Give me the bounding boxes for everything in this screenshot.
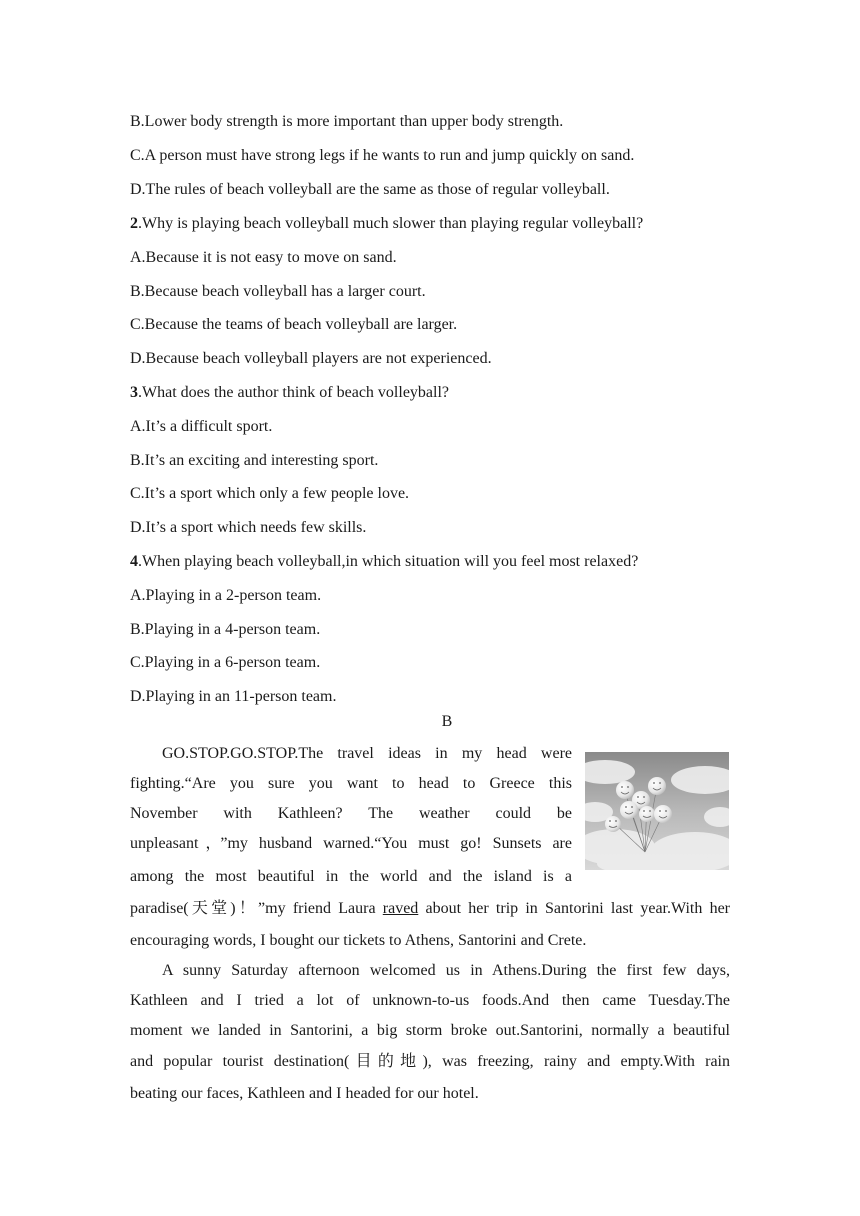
para1-line-7: encouraging words, I bought our tickets to Athens, Santorini and Crete. [130, 932, 587, 949]
para1-line-6-end: about her trip in Santorini last year.With her [418, 900, 730, 917]
q2-option-a: A.Because it is not easy to move on sand. [130, 249, 397, 266]
para2-line-2: Kathleen and I tried a lot of unknown-to-us foods.And then came Tuesday.The [130, 992, 730, 1009]
q4-option-a: A.Playing in a 2-person team. [130, 587, 322, 604]
q4-option-b: B.Playing in a 4-person team. [130, 621, 321, 638]
para2-line-3: moment we landed in Santorini, a big storm broke out.Santorini, normally a beautiful [130, 1022, 730, 1039]
q1-option-b: B.Lower body strength is more important than upper body strength. [130, 113, 564, 130]
q4-option-d: D.Playing in an 11-person team. [130, 688, 337, 705]
para2-line-5: beating our faces, Kathleen and I headed for our hotel. [130, 1085, 479, 1102]
q2-option-c: C.Because the teams of beach volleyball are larger. [130, 316, 458, 333]
q2-stem-text: .Why is playing beach volleyball much slower than playing regular volleyball? [138, 215, 644, 232]
q4-stem-text: .When playing beach volleyball,in which situation will you feel most relaxed? [138, 553, 639, 570]
q2-option-b: B.Because beach volleyball has a larger court. [130, 283, 426, 300]
smiley-balloons-in-clouds-picture [585, 752, 729, 870]
q3-stem-text: .What does the author think of beach volleyball? [138, 384, 450, 401]
q3-option-b: B.It’s an exciting and interesting sport. [130, 452, 379, 469]
q3-number: 3 [130, 384, 138, 401]
q3-stem [130, 383, 449, 403]
q2-option-d: D.Because beach volleyball players are not experienced. [130, 350, 492, 367]
underlined-word-raved: raved [382, 900, 419, 917]
para1-line-6 [130, 899, 730, 919]
q4-stem [130, 552, 638, 572]
q3-option-a: A.It’s a difficult sport. [130, 418, 273, 435]
q4-option-c: C.Playing in a 6-person team. [130, 654, 321, 671]
para1-line-6-start: paradise(天堂)！”my friend Laura [130, 900, 383, 917]
q3-option-d: D.It’s a sport which needs few skills. [130, 519, 367, 536]
para1-line-5: among the most beautiful in the world and the island is a [130, 868, 572, 885]
q3-option-c: C.It’s a sport which only a few people love. [130, 485, 410, 502]
para1-line-4: unpleasant，”my husband warned.“You must go! Sunsets are [130, 835, 572, 852]
para1-line-2: fighting.“Are you sure you want to head to Greece this [130, 775, 572, 792]
q1-option-d: D.The rules of beach volleyball are the same as those of regular volleyball. [130, 181, 610, 198]
section-b-heading: B [441, 713, 453, 730]
q2-stem [130, 214, 643, 234]
para1-line-3: November with Kathleen? The weather could be [130, 805, 572, 822]
smiley-balloons-picture [585, 752, 729, 870]
q4-number: 4 [130, 553, 138, 570]
q1-option-c: C.A person must have strong legs if he wants to run and jump quickly on sand. [130, 147, 635, 164]
para2-line-4: and popular tourist destination(目的地), was freezing, rainy and empty.With rain [130, 1053, 730, 1070]
q2-number: 2 [130, 215, 138, 232]
para2-line-1: A sunny Saturday afternoon welcomed us in Athens.During the first few days, [162, 962, 730, 979]
para1-line-1: GO.STOP.GO.STOP.The travel ideas in my head were [162, 745, 572, 762]
